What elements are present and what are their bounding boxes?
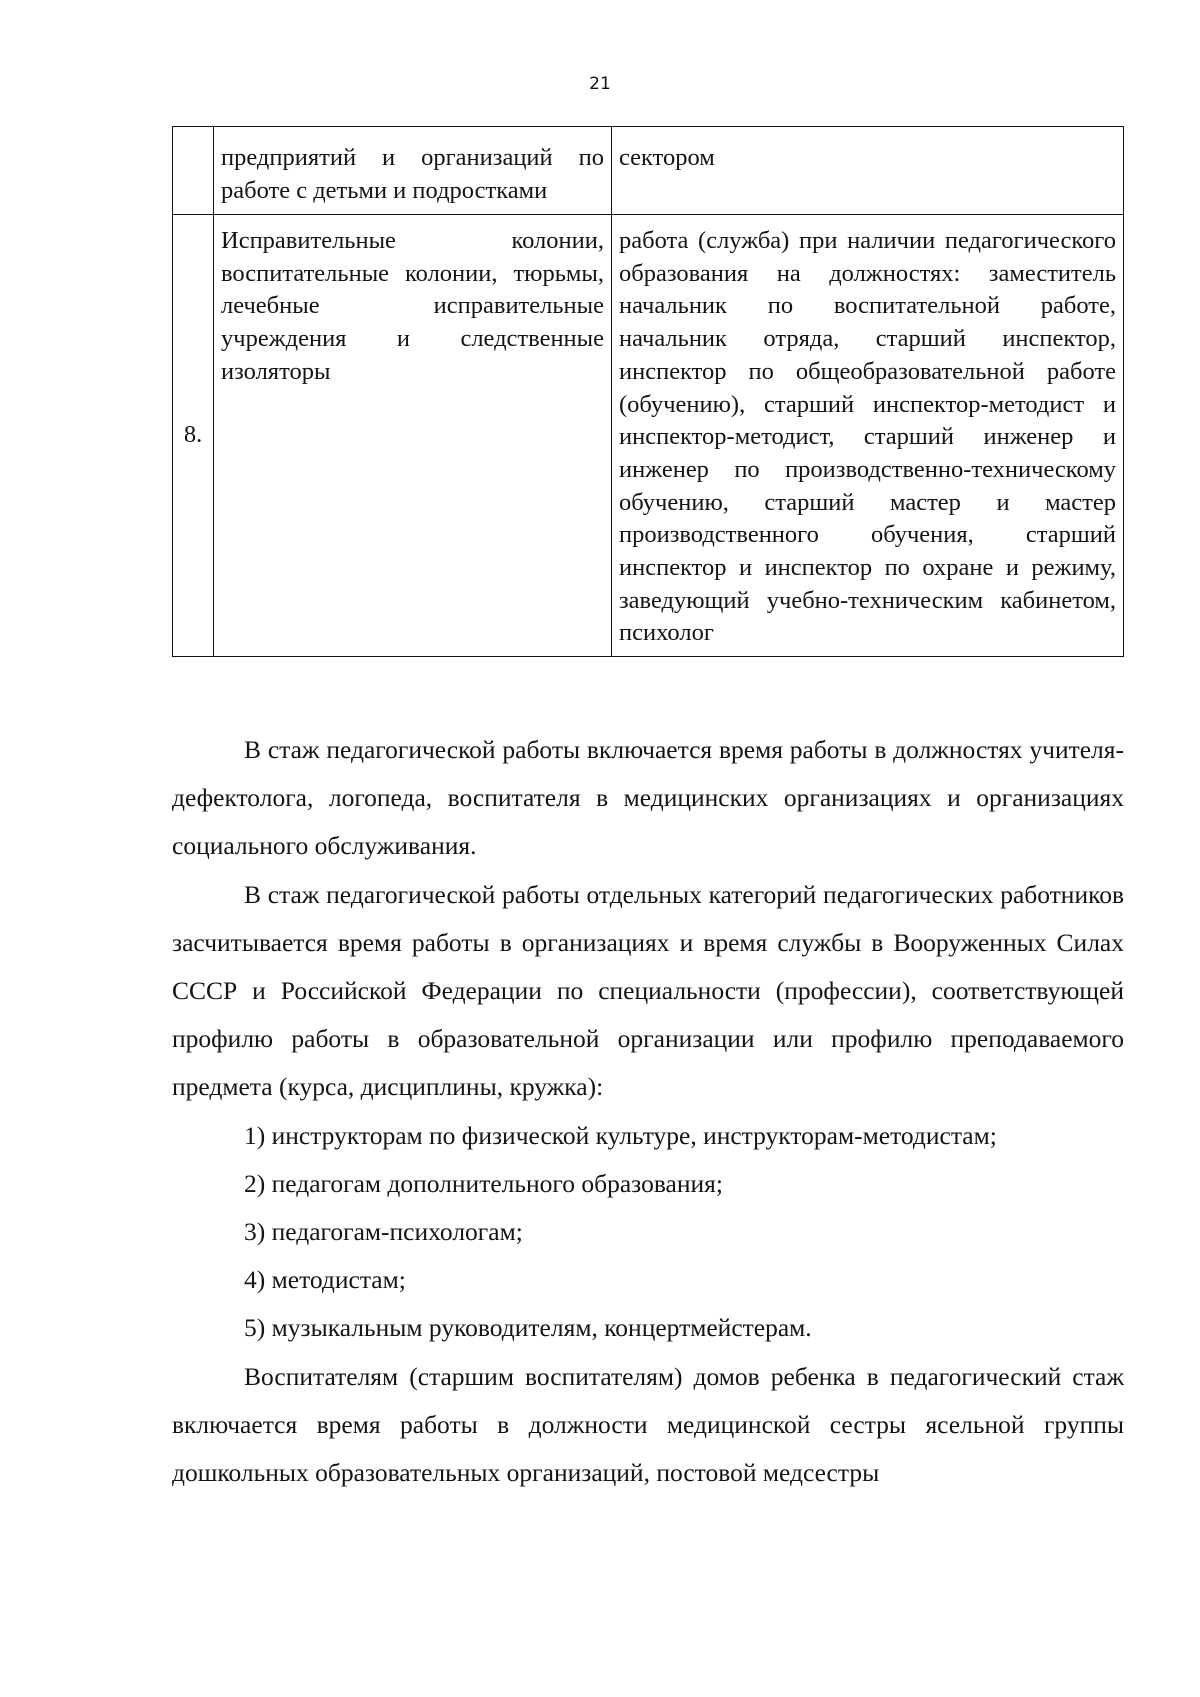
table-row (173, 215, 1124, 657)
list-item: 1) инструкторам по физической культуре, инструкторам-методистам; (244, 1120, 997, 1150)
positions-table (172, 126, 1124, 657)
paragraph: В стаж педагогической работы включается время работы в должностях учителя-дефектолога, логопеда, воспитателя в медицинских организациях и организациях социального обслуживания. (172, 735, 1124, 861)
row-number-cell (173, 127, 214, 215)
table-row (173, 127, 1124, 215)
list-item: 5) музыкальным руководителям, концертмейстерам. (244, 1313, 812, 1343)
row-number-cell: 8. (173, 215, 214, 657)
institution-cell: Исправительные колонии, воспитательные колонии, тюрьмы, лечебные исправительные учреждения и следственные изоляторы (214, 215, 612, 657)
paragraph: Воспитателям (старшим воспитателям) домов ребенка в педагогический стаж включается время работы в должности медицинской сестры ясельной группы дошкольных образовательных организаций, постовой медсестры (172, 1361, 1124, 1488)
paragraph: В стаж педагогической работы отдельных категорий педагогических работников засчитывается время работы в организациях и время службы в Вооруженных Силах СССР и Российской Федерации по специальности (профессии), соответствующей профилю работы в образовательной организации или профилю преподаваемого предмета (курса, дисциплины, кружка): (172, 879, 1124, 1102)
page-number: 21 (589, 74, 611, 94)
institution-cell: предприятий и организаций по работе с детьми и подростками (214, 127, 612, 215)
body-text (172, 726, 1124, 1497)
list-item: 4) методистам; (244, 1265, 406, 1295)
position-cell: сектором (612, 127, 1124, 215)
list-item: 3) педагогам-психологам; (244, 1217, 523, 1247)
position-cell: работа (служба) при наличии педагогического образования на должностях: заместитель начальник по воспитательной работе, начальник отряда, старший инспектор, инспектор по общеобразовательной работе (обучению), старший инспектор-методист и инспектор-методист, старший инженер и инженер по производственно-техническому обучению, старший мастер и мастер производственного обучения, старший инспектор и инспектор по охране и режиму, заведующий учебно-техническим кабинетом, психолог (612, 215, 1124, 657)
list-item: 2) педагогам дополнительного образования; (244, 1168, 723, 1198)
